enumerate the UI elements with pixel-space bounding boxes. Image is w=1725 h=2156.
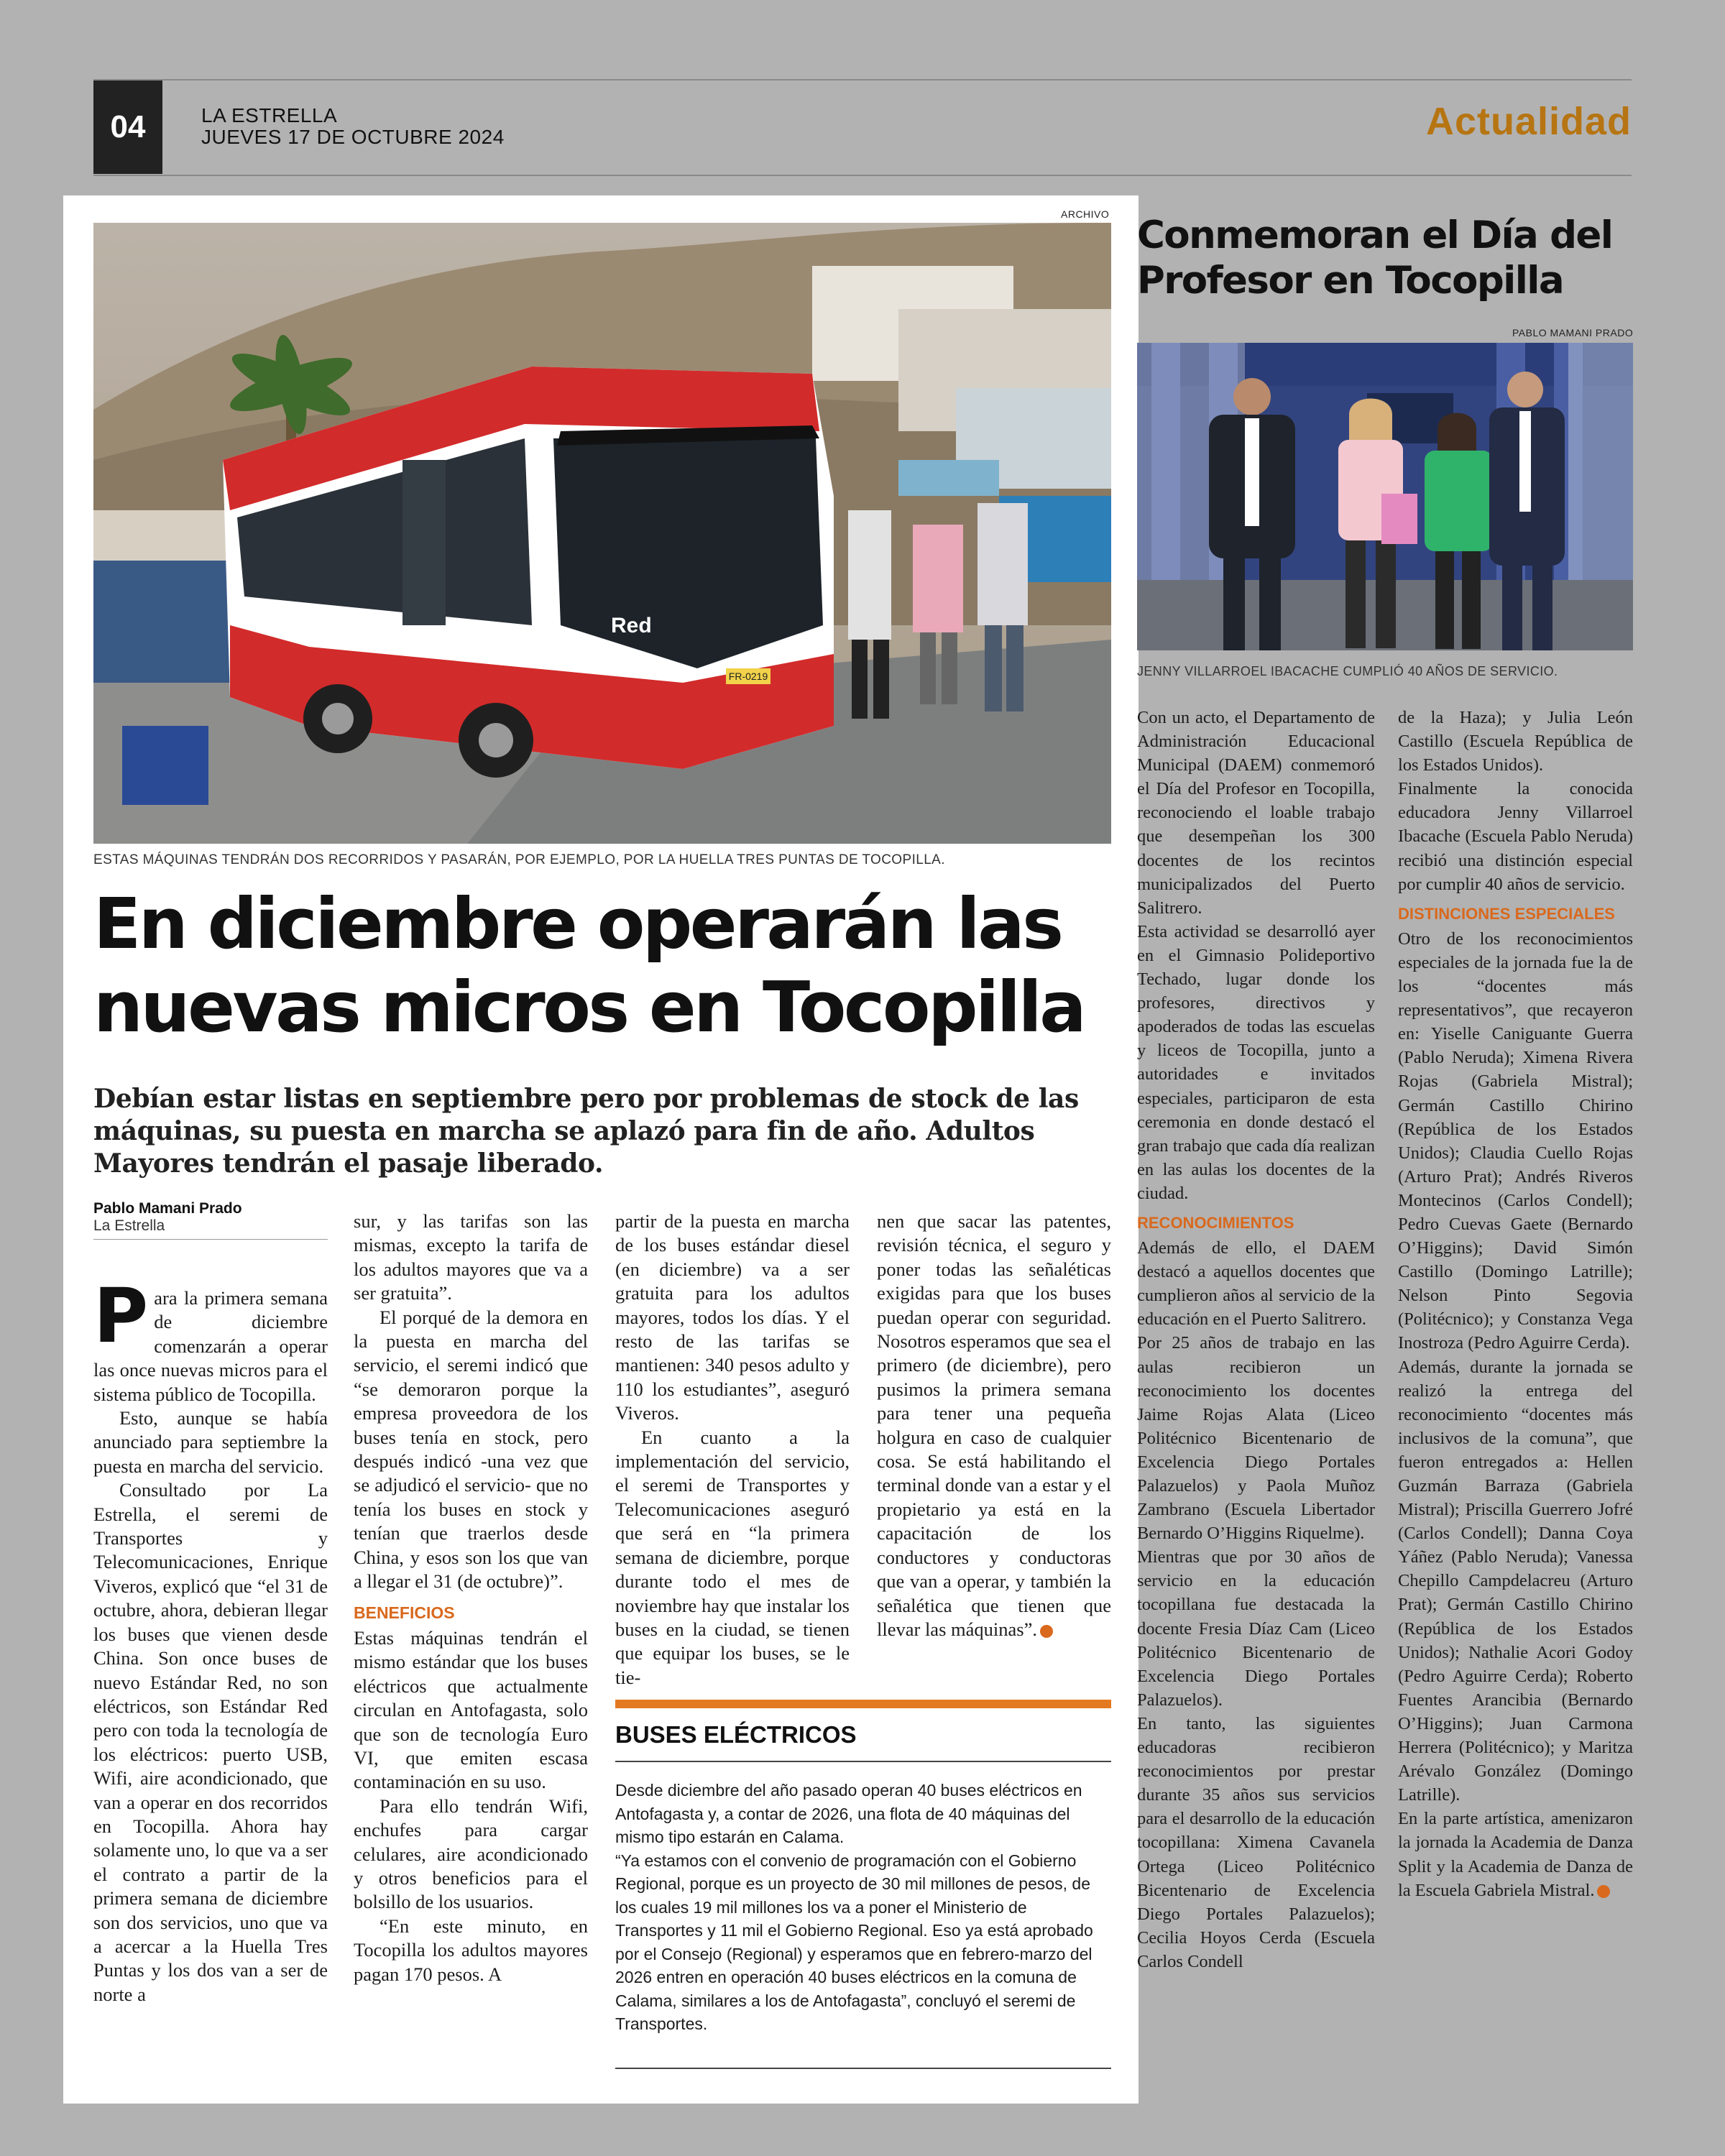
headline-line-2: nuevas micros en Tocopilla [93, 967, 1085, 1048]
main-column-3 [615, 1210, 850, 1690]
paragraph: Además de ello, el DAEM destacó a aquellos docentes que cumplieron años al servicio de la educación en el Puerto Salitrero. [1137, 1238, 1375, 1330]
deck: Debían estar listas en septiembre pero por problemas de stock de las máquinas, su puesta en marcha se aplazó para fin de año. Adultos Mayores tendrán el pasaje liberado. [93, 1084, 1079, 1179]
header-bottom-rule [93, 175, 1632, 176]
paragraph: Por 25 años de trabajo en las aulas recibieron un reconocimiento los docentes Jaime Rojas Alata (Liceo Politécnico Bicentenario de Excelencia Diego Portales Palazuelos) y Paola Muñoz Zambrano (Escuela Libertador Bernardo O’Higgins Riquelme). [1137, 1333, 1375, 1544]
paragraph: Mientras que por 30 años de servicio en la educación tocopillana fue destacada la docente Fresia Díaz Cam (Liceo Politécnico Bicentenario de Excelencia Diego Portales Palazuelos). [1137, 1547, 1375, 1710]
box-title: BUSES ELÉCTRICOS [615, 1721, 857, 1748]
paragraph: Para ello tendrán Wifi, enchufes para cargar celulares, aire acondicionado y otros beneficios para el bolsillo de los usuarios. [354, 1795, 588, 1913]
paper-name: LA ESTRELLA [201, 104, 338, 126]
drop-cap: P [93, 1272, 149, 1360]
paper-masthead [201, 105, 505, 148]
bus-plate: FR-0219 [728, 671, 768, 682]
teachers-photo-illustration [1137, 343, 1633, 650]
byline [93, 1200, 328, 1240]
side-headline-line-1: Conmemoran el Día del [1137, 213, 1613, 257]
byline-name: Pablo Mamani Prado [93, 1200, 242, 1217]
paragraph: El porqué de la demora en la puesta en marcha del servicio, el seremi indicó que “se demoraron porque la empresa proveedora de los buses tenía en stock, pero después indicó -una vez que se adjudicó el servicio- que no tenía los buses en stock y tenían que traerlos desde China, y esos son los que van a llegar el 31 (de octubre)”. [354, 1306, 588, 1593]
issue-date: JUEVES 17 DE OCTUBRE 2024 [201, 126, 505, 148]
side-headline [1137, 213, 1633, 303]
paragraph: sur, y las tarifas son las mismas, excepto la tarifa de los adultos mayores que va a ser gratuita”. [354, 1210, 588, 1304]
subhead-reconocimientos: RECONOCIMIENTOS [1137, 1213, 1294, 1232]
page-number: 04 [93, 80, 162, 174]
paragraph: Esta actividad se desarrolló ayer en el Gimnasio Polideportivo Techado, lugar donde los profesores, directivos y apoderados de todas las escuelas y liceos de Tocopilla, junto a autoridades e invitados especiales, participaron de esta ceremonia en donde destacó el gran trabajo que cada día realizan en las aulas los docentes de la ciudad. [1137, 921, 1375, 1203]
box-paragraph: Desde diciembre del año pasado operan 40 buses eléctricos en Antofagasta y, a contar de 2026, una flota de 40 máquinas del mismo tipo estarán en Calama. [615, 1781, 1082, 1846]
box-paragraph: “Ya estamos con el convenio de programación con el Gobierno Regional, porque es un proyecto de 30 mil millones de pesos, de los cuales 19 mil millones los va a poner el Ministerio de Transportes y 11 mil el Gobierno Regional. Eso ya está aprobado por el Consejo (Regional) y esperamos que en febrero-marzo del 2026 entren en operación 40 buses eléctricos en la comuna de Calama, similares a los de Antofagasta”, concluyó el seremi de Transportes. [615, 1851, 1093, 2033]
paragraph: Otro de los reconocimientos especiales de la jornada fue la de los “docentes más representativos”, que recayeron en: Yiselle Caniguante Guerra (Pablo Neruda); Ximena Rivera Rojas (Gabriela Mistral); Germán Castillo Chirino (República de los Estados Unidos); Claudia Cuello Rojas (Arturo Prat); Andrés Riveros Montecinos (Carlos Condell); Pedro Cuevas Gaete (Bernardo O’Higgins); David Simón Castillo (Domingo Latrille); Nelson Pinto Segovia (Politécnico); y Constanza Vega Inostroza (Pedro Aguirre Cerda). [1398, 929, 1633, 1353]
header-top-rule [93, 79, 1632, 80]
byline-rule [93, 1239, 328, 1240]
paragraph: En la parte artística, amenizaron la jornada la Academia de Danza Split y la Academia de Danza de la Escuela Gabriela Mistral. [1398, 1809, 1633, 1900]
paragraph: Además, durante la jornada se realizó la entrega del reconocimiento “docentes más inclusivos de la comuna”, que fueron entregados a: Hellen Guzmán Barraza (Gabriela Mistral); Priscilla Guerrero Jofré (Carlos Condell); Danna Coya Yáñez (Pablo Neruda); Vanessa Chepillo Campdelacreu (Arturo Prat); Germán Castillo Chirino (República de los Estados Unidos); Nathalie Acori Godoy (Pedro Aguirre Cerda); Roberto Fuentes Arancibia (Bernardo O’Higgins); Juan Carmona Herrera (Politécnico); y Maritza Arévalo González (Domingo Latrille). [1398, 1357, 1633, 1805]
box-bottom-rule [615, 2068, 1111, 2069]
main-column-1 [93, 1272, 328, 2007]
photo-credit: ARCHIVO [1061, 208, 1110, 220]
side-column-2 [1398, 706, 1633, 1902]
bus-brand: Red [611, 614, 652, 637]
bus-photo-illustration [93, 223, 1111, 844]
teachers-photo [1137, 343, 1633, 650]
box-text [615, 1779, 1111, 2036]
side-headline-line-2: Profesor en Tocopilla [1137, 259, 1564, 303]
paragraph: “En este minuto, en Tocopilla los adultos mayores pagan 170 pesos. A [354, 1915, 588, 1985]
paragraph: En cuanto a la implementación del servicio, el seremi de Transportes y Telecomunicaciones aseguró que será en “la primera semana de diciembre, porque durante todo el mes de noviembre hay que instalar los buses en la ciudad, se tienen que equipar los buses, se le tie- [615, 1426, 850, 1688]
paragraph: de la Haza); y Julia León Castillo (Escuela República de los Estados Unidos). [1398, 708, 1633, 775]
end-mark-icon [1597, 1885, 1610, 1898]
main-column-2 [354, 1210, 588, 1986]
paragraph: En tanto, las siguientes educadoras recibieron reconocimientos por prestar durante 35 años sus servicios para el desarrollo de la educación tocopillana: Ximena Cavanela Ortega (Liceo Politécnico Bicentenario de Excelencia Diego Portales Palazuelos); Cecilia Hoyos Cerda (Escuela Carlos Condell [1137, 1713, 1375, 1971]
headline [93, 883, 1114, 1049]
section-label: Actualidad [1425, 100, 1632, 143]
end-mark-icon [1040, 1625, 1053, 1638]
photo-caption: ESTAS MÁQUINAS TENDRÁN DOS RECORRIDOS Y PASARÁN, POR EJEMPLO, POR LA HUELLA TRES PUNTAS DE TOCOPILLA. [93, 852, 945, 867]
paragraph: Finalmente la conocida educadora Jenny Villarroel Ibacache (Escuela Pablo Neruda) recibió una distinción especial por cumplir 40 años de servicio. [1398, 779, 1633, 894]
side-photo-credit: PABLO MAMANI PRADO [1512, 327, 1634, 338]
paragraph: Consultado por La Estrella, el seremi de Transportes y Telecomunicaciones, Enrique Viveros, explicó que “el 31 de octubre, ahora, debieran llegar los buses que vienen desde China. Son once buses de nuevo Estándar Red, no son eléctricos, son Estándar Red pero con toda la tecnología de los eléctricos: puerto USB, Wifi, aire acondicionado, que van a operar en dos recorridos en Tocopilla. Ahora hay solamente uno, lo que va a ser el contrato a partir de la primera semana de diciembre son dos servicios, uno que va a acercar a la Huella Tres Puntas y los dos van a ser de norte a [93, 1479, 328, 2005]
subhead-beneficios: BENEFICIOS [354, 1603, 455, 1622]
paragraph: partir de la puesta en marcha de los buses estándar diesel (en diciembre) va a ser gratuita para los adultos mayores, todos los días. Y el resto de las tarifas se mantienen: 340 pesos adulto y 110 los estudiantes”, aseguró Viveros. [615, 1210, 850, 1424]
paragraph: Con un acto, el Departamento de Administración Educacional Municipal (DAEM) conmemoró el Día del Profesor en Tocopilla, reconociendo el loable trabajo que desempeñan los 300 docentes de los recintos municipalizados del Puerto Salitrero. [1137, 708, 1375, 918]
paragraph: ara la primera semana de diciembre comenzarán a operar las once nuevas micros para el sistema público de Tocopilla. [93, 1287, 328, 1405]
box-accent-rule [615, 1700, 1111, 1708]
headline-line-1: En diciembre operarán las [93, 883, 1062, 964]
bus-photo [93, 223, 1111, 844]
paragraph: nen que sacar las patentes, revisión técnica, el seguro y poner todas las señaléticas exigidas para que los buses puedan operar con seguridad. Nosotros esperamos que sea el primero (de diciembre), pero pusimos la primera semana para tener una pequeña holgura en caso de cualquier cosa. Se está habilitando el terminal donde van a estar y el propietario ya está en la capacitación de los conductores y conductoras que van a operar, y también la señalética que tienen que llevar las máquinas”. [877, 1210, 1111, 1640]
byline-org: La Estrella [93, 1217, 165, 1234]
main-column-4 [877, 1210, 1111, 1641]
paragraph: Esto, aunque se había anunciado para septiembre la puesta en marcha del servicio. [93, 1407, 328, 1477]
box-top-rule [615, 1761, 1111, 1762]
subhead-distinciones: DISTINCIONES ESPECIALES [1398, 904, 1615, 923]
paragraph: Estas máquinas tendrán el mismo estándar que los buses eléctricos que actualmente circulan en Antofagasta, solo que son de tecnología Euro VI, que emiten escasa contaminación en su uso. [354, 1626, 588, 1793]
side-column-1 [1137, 706, 1375, 1973]
side-photo-caption: JENNY VILLARROEL IBACACHE CUMPLIÓ 40 AÑOS DE SERVICIO. [1137, 664, 1558, 678]
